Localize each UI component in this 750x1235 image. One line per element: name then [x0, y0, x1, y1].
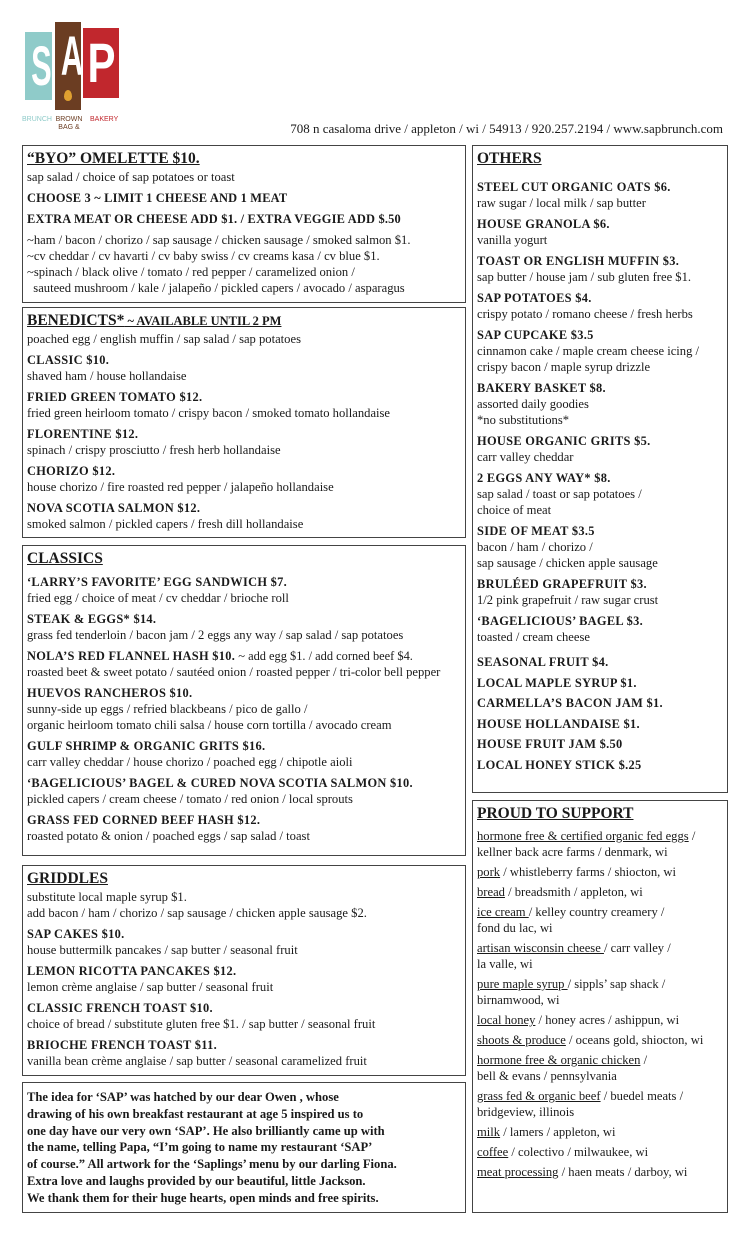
- supplier-source: /: [688, 829, 696, 843]
- benedicts-intro-line: poached egg / english muffin / sap salad / sap potatoes: [27, 332, 301, 346]
- extra-item: HOUSE FRUIT JAM $.50: [477, 737, 623, 751]
- classics-section: [22, 545, 466, 856]
- sap-drop-icon: [64, 90, 72, 101]
- menu-item-title: SAP POTATOES $4.: [477, 291, 592, 305]
- menu-item-title: BRIOCHE FRENCH TOAST $11.: [27, 1038, 217, 1052]
- menu-item-title: BAKERY BASKET $8.: [477, 381, 606, 395]
- menu-item-name: [477, 380, 723, 396]
- menu-item-title: ‘LARRY’S FAVORITE’ EGG SANDWICH $7.: [27, 575, 288, 589]
- supplier-line: [477, 864, 723, 880]
- story-line: of course.” All artwork for the ‘Saplings’ menu by our darling Fiona.: [27, 1157, 397, 1172]
- menu-item-title: STEEL CUT ORGANIC OATS $6.: [477, 180, 671, 194]
- logo-sub-brunch: BRUNCH: [22, 116, 52, 123]
- menu-item: [477, 290, 723, 322]
- menu-item-name: [477, 290, 723, 306]
- menu-item: [477, 327, 723, 375]
- menu-item-description: assorted daily goodies: [477, 397, 589, 411]
- supplier-item: [477, 828, 723, 860]
- menu-item-name: [27, 574, 461, 590]
- menu-item-title: SAP CAKES $10.: [27, 927, 125, 941]
- menu-item-name: [477, 576, 723, 592]
- menu-item-description: vanilla bean crème anglaise / sap butter / seasonal caramelized fruit: [27, 1054, 367, 1068]
- menu-item-title: LEMON RICOTTA PANCAKES $12.: [27, 964, 237, 978]
- menu-item-description: choice of bread / substitute gluten free $1. / sap butter / seasonal fruit: [27, 1017, 376, 1031]
- menu-item: [27, 352, 461, 384]
- story-line: We thank them for their huge hearts, open minds and free spirits.: [27, 1190, 379, 1205]
- omelette-rule: EXTRA MEAT OR CHEESE ADD $1. / EXTRA VEGGIE ADD $.50: [27, 212, 401, 226]
- supplier-product: local honey: [477, 1013, 536, 1027]
- supplier-source: / oceans gold, shiocton, wi: [565, 1033, 704, 1047]
- menu-item-name: [477, 253, 723, 269]
- menu-item-name: [477, 613, 723, 629]
- menu-item-description: house buttermilk pancakes / sap butter / seasonal fruit: [27, 943, 298, 957]
- supplier-product: artisan wisconsin cheese: [477, 941, 604, 955]
- supplier-source: / whistleberry farms / shiocton, wi: [500, 865, 677, 879]
- supplier-source: / honey acres / ashippun, wi: [535, 1013, 680, 1027]
- support-title-text: PROUD TO SUPPORT: [477, 805, 634, 822]
- menu-item-name: [27, 812, 461, 828]
- griddles-title-text: GRIDDLES: [27, 870, 108, 887]
- menu-item-title: FLORENTINE $12.: [27, 427, 139, 441]
- menu-item-name: [27, 611, 461, 627]
- menu-item-title: HOUSE ORGANIC GRITS $5.: [477, 434, 651, 448]
- menu-item: [27, 738, 461, 770]
- menu-item: [477, 380, 723, 428]
- griddles-intro-line: add bacon / ham / chorizo / sap sausage / chicken apple sausage $2.: [27, 906, 367, 920]
- supplier-source: / buedel meats /: [600, 1089, 684, 1103]
- menu-item: [477, 179, 723, 211]
- supplier-item: [477, 884, 723, 900]
- menu-item: [477, 216, 723, 248]
- supplier-item: [477, 940, 723, 972]
- griddles-title: [27, 869, 461, 889]
- menu-item-title: 2 EGGS ANY WAY* $8.: [477, 471, 611, 485]
- extra-item: SEASONAL FRUIT $4.: [477, 655, 609, 669]
- benedicts-section: [22, 307, 466, 538]
- menu-item: [27, 1037, 461, 1069]
- address-line: 708 n casaloma drive / appleton / wi / 54913 / 920.257.2194 / www.sapbrunch.com: [290, 121, 723, 136]
- omelette-option-line: ~spinach / black olive / tomato / red pepper / caramelized onion /: [27, 265, 355, 279]
- supplier-location: fond du lac, wi: [477, 921, 553, 935]
- others-title-text: OTHERS: [477, 150, 542, 167]
- menu-item-title: HUEVOS RANCHEROS $10.: [27, 686, 193, 700]
- menu-item-description: sap sausage / chicken apple sausage: [477, 556, 658, 570]
- omelette-rule: CHOOSE 3 ~ LIMIT 1 CHEESE AND 1 MEAT: [27, 191, 288, 205]
- supplier-product: ice cream: [477, 905, 529, 919]
- supplier-source: / kelley country creamery /: [528, 905, 665, 919]
- menu-item: [477, 576, 723, 608]
- supplier-location: bell & evans / pennsylvania: [477, 1069, 617, 1083]
- menu-item-description: grass fed tenderloin / bacon jam / 2 eggs any way / sap salad / sap potatoes: [27, 628, 404, 642]
- griddles-section: [22, 865, 466, 1076]
- menu-item-name: [27, 352, 461, 368]
- logo-letter-s: S: [31, 34, 52, 97]
- menu-item: [477, 253, 723, 285]
- menu-item-description: spinach / crispy prosciutto / fresh herb hollandaise: [27, 443, 281, 457]
- supplier-product: pork: [477, 865, 501, 879]
- menu-item-description: *no substitutions*: [477, 413, 570, 427]
- supplier-product: meat processing: [477, 1165, 559, 1179]
- menu-item-name: [27, 685, 461, 701]
- omelette-option-line: ~cv cheddar / cv havarti / cv baby swiss / cv creams kasa / cv blue $1.: [27, 249, 380, 263]
- menu-item-description: carr valley cheddar: [477, 450, 574, 464]
- logo-letter-a: A: [60, 24, 84, 87]
- menu-item-name: [27, 775, 461, 791]
- menu-item-name: [27, 1000, 461, 1016]
- benedicts-title-text: BENEDICTS*: [27, 312, 125, 329]
- logo-block-red: [83, 28, 119, 98]
- logo-block-teal: [25, 32, 52, 100]
- menu-item-name: [27, 389, 461, 405]
- menu-item-name: [27, 926, 461, 942]
- supplier-item: [477, 1144, 723, 1160]
- menu-item-description: pickled capers / cream cheese / tomato / red onion / local sprouts: [27, 792, 353, 806]
- supplier-line: [477, 904, 723, 920]
- griddles-intro-line: substitute local maple syrup $1.: [27, 890, 187, 904]
- supplier-item: [477, 1088, 723, 1120]
- menu-item-name: [477, 523, 723, 539]
- supplier-source: / sippls’ sap shack /: [567, 977, 666, 991]
- benedicts-subtitle: ~ AVAILABLE UNTIL 2 PM: [124, 314, 282, 328]
- others-section: [472, 145, 728, 793]
- supplier-source: /: [640, 1053, 648, 1067]
- omelette-section: [22, 145, 466, 303]
- supplier-source: / lamers / appleton, wi: [500, 1125, 616, 1139]
- menu-item-title: HOUSE GRANOLA $6.: [477, 217, 610, 231]
- logo-letter-p: P: [87, 31, 116, 94]
- menu-item-note: ~ add egg $1. / add corned beef $4.: [235, 649, 413, 663]
- menu-item-description: raw sugar / local milk / sap butter: [477, 196, 646, 210]
- menu-item-name: [27, 500, 461, 516]
- supplier-product: hormone free & organic chicken: [477, 1053, 641, 1067]
- story-line: Extra love and laughs provided by our beautiful, little Jackson.: [27, 1173, 366, 1188]
- menu-item-title: GRASS FED CORNED BEEF HASH $12.: [27, 813, 261, 827]
- menu-item-title: CHORIZO $12.: [27, 464, 116, 478]
- supplier-location: bridgeview, illinois: [477, 1105, 575, 1119]
- supplier-product: bread: [477, 885, 505, 899]
- support-section: [472, 800, 728, 1213]
- menu-item: [27, 500, 461, 532]
- others-title: [477, 149, 723, 169]
- menu-item: [27, 963, 461, 995]
- menu-item: [477, 523, 723, 571]
- benedicts-title: [27, 311, 461, 331]
- menu-item-description: fried green heirloom tomato / crispy bacon / smoked tomato hollandaise: [27, 406, 391, 420]
- menu-item-name: [27, 426, 461, 442]
- menu-item-name: [477, 433, 723, 449]
- menu-item-description: smoked salmon / pickled capers / fresh dill hollandaise: [27, 517, 304, 531]
- supplier-line: [477, 1032, 723, 1048]
- extra-item: LOCAL HONEY STICK $.25: [477, 757, 642, 772]
- supplier-product: coffee: [477, 1145, 509, 1159]
- menu-item-title: NOVA SCOTIA SALMON $12.: [27, 501, 201, 515]
- menu-item-description: bacon / ham / chorizo /: [477, 540, 593, 554]
- extra-item: HOUSE HOLLANDAISE $1.: [477, 716, 640, 731]
- menu-item-name: [27, 463, 461, 479]
- supplier-item: [477, 864, 723, 880]
- menu-item-title: CLASSIC FRENCH TOAST $10.: [27, 1001, 213, 1015]
- supplier-location: kellner back acre farms / denmark, wi: [477, 845, 668, 859]
- menu-item-description: organic heirloom tomato chili salsa / house corn tortilla / avocado cream: [27, 718, 392, 732]
- omelette-option-line: ~ham / bacon / chorizo / sap sausage / chicken sausage / smoked salmon $1.: [27, 233, 411, 247]
- menu-item-description: sunny-side up eggs / refried blackbeans / pico de gallo /: [27, 702, 308, 716]
- menu-item: [27, 775, 461, 807]
- story-line: drawing of his own breakfast restaurant at age 5 inspired us to: [27, 1106, 364, 1121]
- supplier-product: pure maple syrup: [477, 977, 568, 991]
- menu-item-name: [477, 216, 723, 232]
- story-line: one day have our very own ‘SAP’. He also brilliantly came up with: [27, 1123, 385, 1138]
- menu-item-description: shaved ham / house hollandaise: [27, 369, 187, 383]
- supplier-product: milk: [477, 1125, 501, 1139]
- menu-item-title: CLASSIC $10.: [27, 353, 110, 367]
- menu-item-description: 1/2 pink grapefruit / raw sugar crust: [477, 593, 659, 607]
- menu-item-title: NOLA’S RED FLANNEL HASH $10.: [27, 649, 236, 663]
- supplier-source: / haen meats / darboy, wi: [558, 1165, 688, 1179]
- supplier-line: [477, 884, 723, 900]
- menu-item-description: lemon crème anglaise / sap butter / seasonal fruit: [27, 980, 274, 994]
- menu-item-name: [27, 738, 461, 754]
- menu-item-description: crispy potato / romano cheese / fresh herbs: [477, 307, 693, 321]
- menu-item-title: TOAST OR ENGLISH MUFFIN $3.: [477, 254, 680, 268]
- supplier-item: [477, 1052, 723, 1084]
- supplier-line: [477, 1012, 723, 1028]
- logo-sub-brownbag: BROWN BAG &: [55, 116, 83, 131]
- omelette-options: [27, 232, 461, 296]
- supplier-line: [477, 1052, 723, 1068]
- sap-logo: [24, 20, 124, 135]
- supplier-line: [477, 1164, 723, 1180]
- menu-item-name: [27, 963, 461, 979]
- supplier-item: [477, 1032, 723, 1048]
- menu-item-title: SAP CUPCAKE $3.5: [477, 328, 594, 342]
- extra-item: LOCAL MAPLE SYRUP $1.: [477, 675, 637, 690]
- menu-item: [27, 926, 461, 958]
- menu-item-name: [477, 179, 723, 195]
- menu-item: [477, 613, 723, 645]
- menu-item: [477, 433, 723, 465]
- omelette-title-text: “BYO” OMELETTE $10.: [27, 150, 200, 167]
- menu-item: [27, 1000, 461, 1032]
- supplier-line: [477, 976, 723, 992]
- supplier-item: [477, 976, 723, 1008]
- menu-item-title: ‘BAGELICIOUS’ BAGEL & CURED NOVA SCOTIA SALMON $10.: [27, 776, 413, 790]
- support-title: [477, 804, 723, 824]
- menu-item-title: GULF SHRIMP & ORGANIC GRITS $16.: [27, 739, 266, 753]
- supplier-product: hormone free & certified organic fed eggs: [477, 829, 689, 843]
- menu-item: [27, 611, 461, 643]
- menu-item: [27, 812, 461, 844]
- supplier-line: [477, 1088, 723, 1104]
- story-line: the name, telling Papa, “I’m going to name my restaurant ‘SAP’: [27, 1140, 373, 1155]
- supplier-source: / breadsmith / appleton, wi: [504, 885, 643, 899]
- menu-item-name: [477, 470, 723, 486]
- menu-item-description: toasted / cream cheese: [477, 630, 590, 644]
- supplier-item: [477, 1164, 723, 1180]
- menu-item-title: SIDE OF MEAT $3.5: [477, 524, 595, 538]
- menu-item-name: [27, 648, 461, 664]
- menu-item-title: FRIED GREEN TOMATO $12.: [27, 390, 203, 404]
- omelette-intro-line: sap salad / choice of sap potatoes or toast: [27, 170, 235, 184]
- menu-item-description: crispy bacon / maple syrup drizzle: [477, 360, 651, 374]
- supplier-item: [477, 904, 723, 936]
- menu-item: [27, 685, 461, 733]
- menu-item: [27, 574, 461, 606]
- menu-item-name: [27, 1037, 461, 1053]
- omelette-title: [27, 149, 461, 169]
- menu-item-description: fried egg / choice of meat / cv cheddar / brioche roll: [27, 591, 289, 605]
- menu-item: [27, 463, 461, 495]
- menu-item-description: cinnamon cake / maple cream cheese icing /: [477, 344, 700, 358]
- logo-block-brown: [55, 22, 84, 110]
- supplier-line: [477, 940, 723, 956]
- omelette-option-line: sauteed mushroom / kale / jalapeño / pickled capers / avocado / asparagus: [27, 281, 405, 295]
- supplier-product: shoots & produce: [477, 1033, 566, 1047]
- menu-item-description: sap salad / toast or sap potatoes /: [477, 487, 642, 501]
- extra-item: CARMELLA’S BACON JAM $1.: [477, 696, 663, 710]
- supplier-location: la valle, wi: [477, 957, 533, 971]
- menu-item-title: STEAK & EGGS* $14.: [27, 612, 157, 626]
- story-line: The idea for ‘SAP’ was hatched by our dear Owen , whose: [27, 1090, 339, 1104]
- supplier-item: [477, 1012, 723, 1028]
- menu-item-description: sap butter / house jam / sub gluten free $1.: [477, 270, 692, 284]
- menu-item: [27, 648, 461, 680]
- supplier-product: grass fed & organic beef: [477, 1089, 601, 1103]
- menu-item: [27, 426, 461, 458]
- supplier-line: [477, 1144, 723, 1160]
- supplier-location: birnamwood, wi: [477, 993, 560, 1007]
- supplier-line: [477, 1124, 723, 1140]
- menu-item-description: house chorizo / fire roasted red pepper / jalapeño hollandaise: [27, 480, 334, 494]
- story-section: [22, 1082, 466, 1213]
- menu-item-name: [477, 327, 723, 343]
- supplier-line: [477, 828, 723, 844]
- menu-item: [477, 470, 723, 518]
- supplier-source: / colectivo / milwaukee, wi: [508, 1145, 649, 1159]
- menu-item-title: ‘BAGELICIOUS’ BAGEL $3.: [477, 614, 644, 628]
- menu-item-description: carr valley cheddar / house chorizo / poached egg / chipotle aioli: [27, 755, 353, 769]
- logo-sub-bakery: BAKERY: [90, 116, 119, 123]
- supplier-source: / carr valley /: [603, 941, 671, 955]
- classics-title: [27, 549, 461, 569]
- menu-item-description: roasted potato & onion / poached eggs / sap salad / toast: [27, 829, 310, 843]
- menu-item: [27, 389, 461, 421]
- menu-item-description: roasted beet & sweet potato / sautéed onion / roasted pepper / tri-color bell pepper: [27, 665, 441, 679]
- supplier-item: [477, 1124, 723, 1140]
- classics-title-text: CLASSICS: [27, 550, 103, 567]
- menu-item-description: vanilla yogurt: [477, 233, 548, 247]
- menu-item-description: choice of meat: [477, 503, 552, 517]
- menu-item-title: BRULÉED GRAPEFRUIT $3.: [477, 577, 647, 591]
